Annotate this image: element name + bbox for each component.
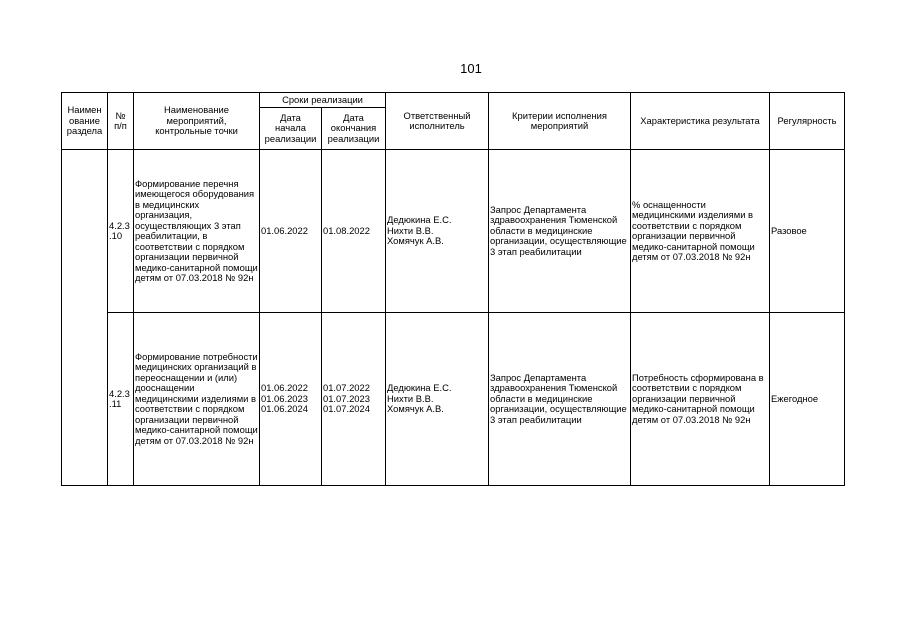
header-end-date: Дата окончания реализации: [322, 108, 386, 150]
row-number: 4.2.3 .10: [108, 150, 134, 313]
row-criteria: Запрос Департамента здравоохранения Тюменской области в медицинские организации, осуществляющие 3 этап реабилитации: [489, 313, 631, 486]
table-row: [62, 313, 845, 486]
row-regularity: Разовое: [770, 150, 845, 313]
row-end-date: 01.07.2022 01.07.2023 01.07.2024: [322, 313, 386, 486]
row-start-date: 01.06.2022: [260, 150, 322, 313]
section-cell: [62, 150, 108, 486]
header-responsible: Ответственный исполнитель: [386, 93, 489, 150]
row-end-date: 01.08.2022: [322, 150, 386, 313]
measures-table: [61, 92, 845, 486]
row-criteria: Запрос Департамента здравоохранения Тюменской области в медицинские организации, осуществляющие 3 этап реабилитации: [489, 150, 631, 313]
row-number: 4.2.3 .11: [108, 313, 134, 486]
header-section-name: Наимен ование раздела: [62, 93, 108, 150]
header-result: Характеристика результата: [631, 93, 770, 150]
header-terms: Сроки реализации: [260, 93, 386, 108]
row-responsible: Дедюкина Е.С. Нихти В.В. Хомячук А.В.: [386, 313, 489, 486]
row-start-date: 01.06.2022 01.06.2023 01.06.2024: [260, 313, 322, 486]
row-event: Формирование потребности медицинских организаций в переоснащении и (или) дооснащении медицинскими изделиями в соответствии с порядком организации первичной медико-санитарной помощи детям от 07.03.2018 № 92н: [134, 313, 260, 486]
header-regularity: Регулярность: [770, 93, 845, 150]
row-result: Потребность сформирована в соответствии с порядком организации первичной медико-санитарной помощи детям от 07.03.2018 № 92н: [631, 313, 770, 486]
header-criteria: Критерии исполнения мероприятий: [489, 93, 631, 150]
table-row: [62, 150, 845, 313]
row-responsible: Дедюкина Е.С. Нихти В.В. Хомячук А.В.: [386, 150, 489, 313]
page-number: 101: [460, 61, 482, 76]
row-event: Формирование перечня имеющегося оборудования в медицинских организация, осуществляющих 3 этап реабилитации, в соответствии с порядком организации первичной медико-санитарной помощи детям от 07.03.2018 № 92н: [134, 150, 260, 313]
header-start-date: Дата начала реализации: [260, 108, 322, 150]
header-row-1: [62, 93, 845, 108]
header-event-name: Наименование мероприятий, контрольные точки: [134, 93, 260, 150]
header-number: № п/п: [108, 93, 134, 150]
row-regularity: Ежегодное: [770, 313, 845, 486]
row-result: % оснащенности медицинскими изделиями в соответствии с порядком организации первичной медико-санитарной помощи детям от 07.03.2018 № 92н: [631, 150, 770, 313]
